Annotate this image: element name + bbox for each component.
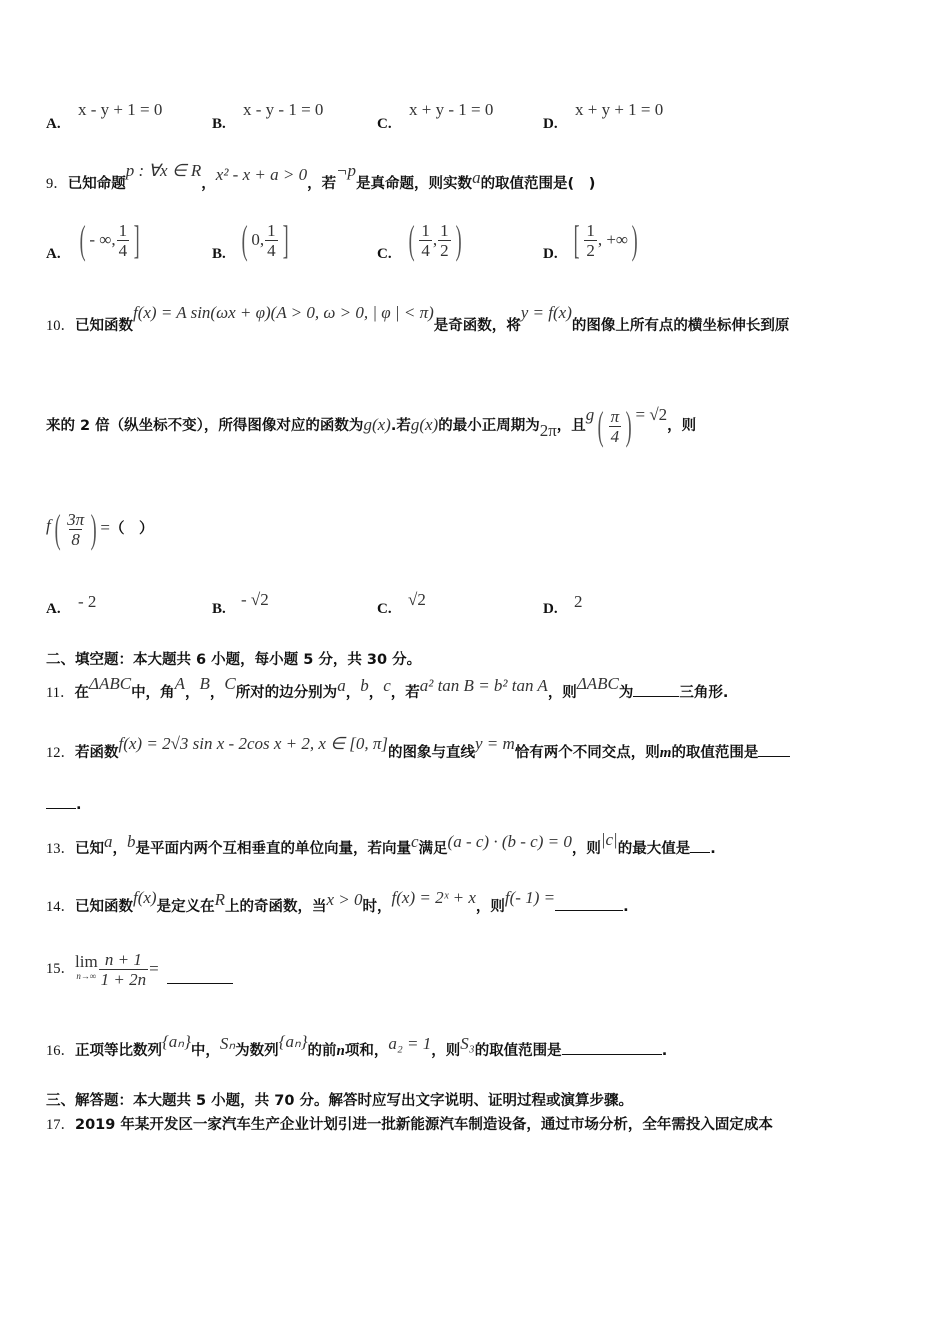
q10-option-a-label: A. [46,601,61,617]
q11-math-B: B [199,674,210,693]
q13-text-1: 已知 [75,841,104,857]
q13-math-1: (a - c) · (b - c) = 0 [447,832,572,851]
q9-option-c-left: ( [408,217,415,262]
q10-math-6-num: π [610,406,620,426]
q11-text-1: 在 [74,685,89,701]
q16-answer-blank[interactable] [562,1041,662,1055]
q15-den: 1 + 2n [100,969,147,989]
q10-math-3: g(x) [363,415,391,434]
q8-option-d-label: D. [543,116,558,132]
q9-option-b-den: 4 [267,240,276,260]
q16-number: 16． [46,1043,75,1059]
q13-math-b: b [127,832,136,851]
q9-option-d-label: D. [543,246,558,262]
q9-text-3: 是真命题，则实数 [356,176,473,192]
q9-math-2: x² - x + a > 0 [215,165,308,184]
q10-option-b-expr: - √2 [241,590,269,609]
section-2-heading: 二、填空题：本大题共 6 小题，每小题 5 分，共 30 分。 [46,652,422,668]
q9-option-c-num: 1 [421,220,430,240]
q16-math-5: S₃ [460,1034,475,1053]
q9-text-4: 的取值范围是( ) [480,176,596,192]
q9-stem [46,160,595,207]
q11-text-7: 三角形. [679,685,729,701]
q11-text-2: 中，角 [131,685,175,701]
q10-math-g: g [585,405,595,424]
q16-text-2: 中， [190,1043,220,1059]
q16-text-3: 为数列 [235,1043,279,1059]
q13-math-a: a [104,832,113,851]
q15-lim-sub: n→∞ [76,971,97,981]
q11-comma-1: ， [184,685,200,701]
q14-math-1: f(x) [133,888,157,907]
q11-text-3: 所对的边分别为 [235,685,338,701]
q9-option-d-expr [570,217,641,262]
q16-math-n: n [336,1043,345,1059]
q12-math-2: y = m [474,734,515,753]
q9-option-a-right: ] [133,217,140,262]
q12-math-1: f(x) = 2√3 sin x - 2cos x + 2, x ∈ [0, π] [118,734,388,753]
q15-eq: = [149,959,159,978]
q13-comma: ， [112,841,127,857]
q9-option-b-left: ( [241,217,248,262]
q14-text-4: 时， [362,899,392,915]
q12-end: . [76,797,82,813]
q11-comma-4: ， [368,685,384,701]
q16-math-1: {aₙ} [162,1032,191,1051]
q13-text-2: 是平面内两个互相垂直的单位向量，若向量 [135,841,411,857]
section-3-heading: 三、解答题：本大题共 5 小题，共 70 分。解答时应写出文字说明、证明过程或演算步骤。 [46,1093,633,1109]
q9-option-d-den: 2 [586,240,595,260]
q8-option-a-expr: x - y + 1 = 0 [78,100,163,119]
q10-line-3 [46,500,154,557]
q11-comma-2: ， [209,685,225,701]
q12-text-1: 若函数 [75,745,119,761]
q13-text-4: ，则 [571,841,601,857]
q8-option-b-label: B. [212,116,226,132]
q10-paren-left: ( [597,403,604,448]
q10-paren3-left: ( [54,506,61,551]
q10-option-c-label: C. [377,601,392,617]
q12-number: 12． [46,745,75,761]
q10-option-b-label: B. [212,601,226,617]
q13-text-5: 的最大值是 [617,841,691,857]
q11-text-5: ，则 [547,685,577,701]
q10-math-1: f(x) = A sin(ωx + φ)(A > 0, ω > 0, | φ | < π) [133,303,434,322]
q10-text-8: （ ） [110,521,154,537]
q9-option-c-den: 4 [421,240,430,260]
q11-comma-3: ， [345,685,361,701]
q15-number: 15． [46,961,75,977]
q9-option-a-expr [76,217,143,262]
q12-answer-blank-2[interactable] [46,795,76,809]
q11-math-b: b [360,676,369,695]
q10-option-c-expr: √2 [408,590,426,609]
q10-text-line2: 来的 2 倍（纵坐标不变），所得图像对应的函数为 [46,418,364,434]
q16-math-2: Sₙ [219,1034,236,1053]
q11-math-c: c [383,676,391,695]
q9-math-3: ¬p [336,161,357,180]
q13-end: . [710,841,716,857]
q10-line-1 [46,302,789,349]
q16-math-4: a₂ = 1 [388,1034,432,1053]
q10-paren3-right: ) [90,506,97,551]
q16-math-3: {aₙ} [278,1032,308,1051]
q9-option-b-pre: 0, [251,230,265,249]
q10-number: 10． [46,318,75,334]
q9-math-4: a [472,168,481,187]
q11-text-6: 为 [618,685,634,701]
q8-option-c-expr: x + y - 1 = 0 [409,100,494,119]
q12-text-3: 恰有两个不同交点，则 [514,745,660,761]
q12-line-2 [46,795,82,813]
q15-num: n + 1 [104,949,142,969]
q10-text-7: ，则 [667,418,697,434]
q9-option-d-post: , +∞ [597,230,629,249]
q17 [46,1113,773,1134]
q13-math-2: |c| [600,830,618,849]
q10-math-6-rhs: = √2 [635,405,668,424]
q9-option-d-left: [ [573,217,580,262]
q14-text-1: 已知函数 [75,899,133,915]
q16-text-1: 正项等比数列 [75,1043,162,1059]
q17-number: 17． [46,1117,75,1133]
q12-text-4: 的取值范围是 [671,745,759,761]
q9-option-c-den2: 2 [440,240,449,260]
q10-text-4: .若 [390,418,411,434]
q10-math-6-den: 4 [610,426,620,446]
q13-math-c: c [411,832,419,851]
q10-text-3: 的图像上所有点的横坐标伸长到原 [571,318,790,334]
q15-answer-blank[interactable] [167,970,233,984]
q13 [46,826,716,871]
q14-math-2: x > 0 [326,890,363,909]
q15-fraction [99,950,148,989]
q12-math-m: m [659,745,672,761]
q9-option-b-label: B. [212,246,226,262]
q14 [46,884,629,929]
q9-option-c-mid: , [432,230,438,249]
q9-option-d-right: ) [631,217,638,262]
q16 [46,1028,667,1073]
q11-math-a: a [337,676,346,695]
q11-math-2: a² tan B = b² tan A [419,676,548,695]
q11-math-3: ΔABC [576,674,619,693]
q11-math-C: C [224,674,236,693]
q9-option-b-num: 1 [267,220,276,240]
q12 [46,730,790,775]
q8-option-b-expr: x - y - 1 = 0 [243,100,324,119]
q10-text-6: ，且 [556,418,586,434]
q10-text-1: 已知函数 [75,318,133,334]
q15 [46,944,233,994]
q8-option-d-expr: x + y + 1 = 0 [575,100,664,119]
q15-limit [75,952,98,983]
q14-text-2: 是定义在 [156,899,215,915]
q10-math-2: y = f(x) [520,303,572,322]
q10-option-d-label: D. [543,601,558,617]
q10-math-4: g(x) [410,415,439,434]
q11-number: 11． [46,685,75,701]
q14-number: 14． [46,899,75,915]
q9-option-b-right: ] [282,217,289,262]
q8-option-a-label: A. [46,116,61,132]
q14-text-5: ，则 [475,899,505,915]
q16-text-4: 的前 [307,1043,337,1059]
q16-end: . [661,1043,668,1059]
q9-option-a-pre: - ∞, [89,230,116,249]
q11-math-A: A [174,674,185,693]
q14-math-R: R [214,890,225,909]
q14-math-3: f(x) = 2ˣ + x [391,888,476,907]
q15-lim: lim [75,952,98,971]
q13-text-3: 满足 [418,841,448,857]
q17-text: 2019 年某开发区一家汽车生产企业计划引进一批新能源汽车制造设备，通过市场分析，全年需投入固定成本 [75,1117,773,1133]
q9-text-1: 已知命题 [67,176,126,192]
q10-option-d-expr: 2 [574,592,583,611]
q10-text-5: 的最小正周期为 [438,418,540,434]
q10-math-5: 2π [539,421,557,440]
q9-option-a-den: 4 [118,240,128,260]
q12-answer-blank-1[interactable] [758,743,790,757]
q11-answer-blank[interactable] [633,683,679,697]
q14-text-3: 上的奇函数，当 [224,899,327,915]
q10-math-7-den: 8 [71,529,80,549]
q9-option-a-label: A. [46,246,61,262]
q10-line-2 [46,395,696,456]
q9-option-b-expr [238,217,292,262]
q9-option-c-expr [405,217,465,262]
q9-math-1: p : ∀x ∈ R [125,161,202,180]
q13-answer-blank[interactable] [690,839,710,853]
q9-text-2: ，若 [307,176,337,192]
q10-math-f: f [46,516,51,535]
q10-paren-right: ) [625,403,632,448]
q10-math-7-num: 3π [67,509,85,529]
q14-math-4: f(- 1) = [504,888,556,907]
q14-end: . [623,899,629,915]
q11-math-1: ΔABC [88,674,132,693]
q11-text-4: ，若 [390,685,420,701]
q9-number: 9． [46,176,68,192]
q9-option-c-right: ) [455,217,462,262]
q9-option-c-label: C. [377,246,392,262]
q10-math-7-eq: = [100,518,111,537]
q16-text-6: ，则 [431,1043,461,1059]
q9-option-a-left: ( [79,217,86,262]
q12-text-2: 的图象与直线 [387,745,475,761]
q11 [46,670,728,715]
q9-option-a-num: 1 [118,220,128,240]
q9-option-d-num: 1 [586,220,595,240]
q10-option-a-expr: - 2 [78,592,97,611]
q8-option-c-label: C. [377,116,392,132]
q9-text-sep: ， [201,176,216,192]
q16-text-5: 项和， [344,1043,389,1059]
q16-text-7: 的取值范围是 [474,1043,562,1059]
q14-answer-blank[interactable] [555,897,623,911]
q9-option-c-num2: 1 [440,220,449,240]
q10-text-2: 是奇函数，将 [433,318,521,334]
q13-number: 13． [46,841,75,857]
